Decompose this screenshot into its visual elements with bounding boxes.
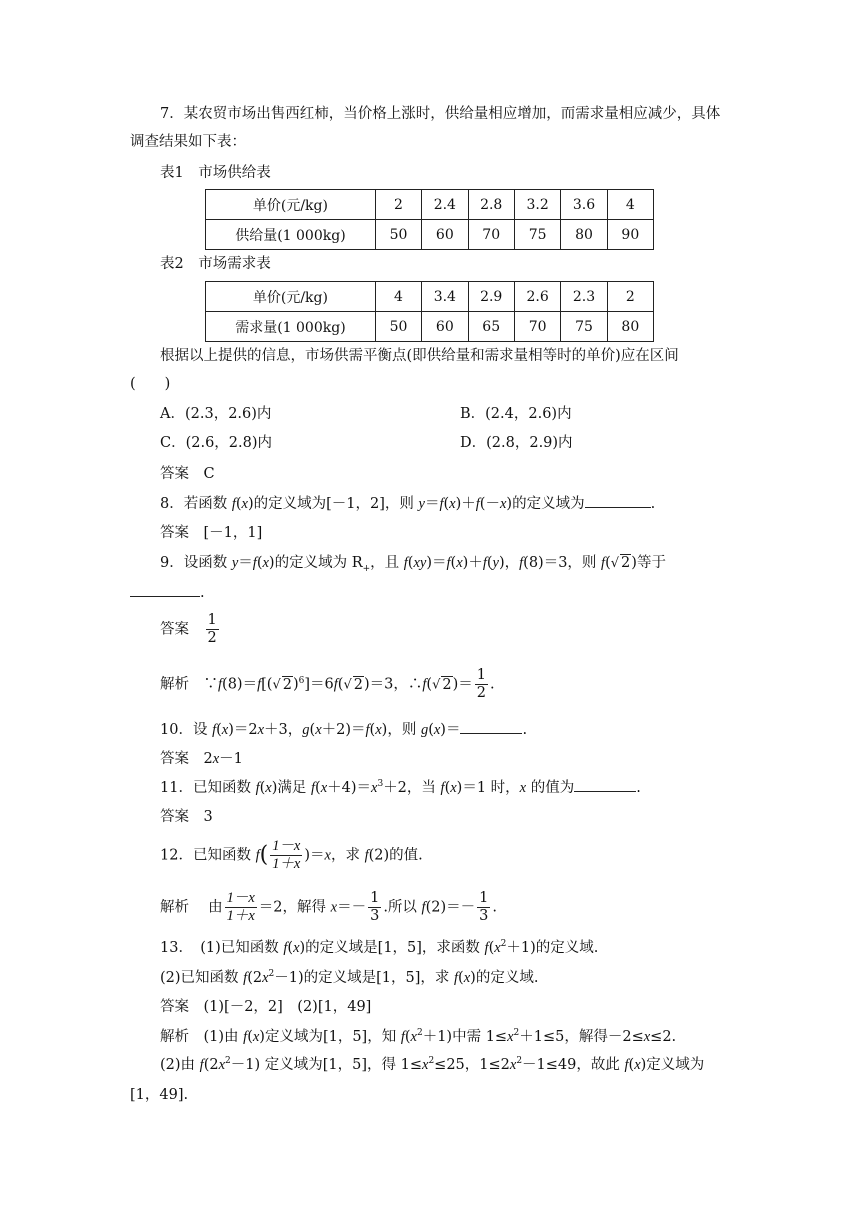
text-run: ( (216, 722, 222, 738)
q13-analysis-line1 (160, 1027, 676, 1049)
text-run: f (519, 555, 524, 571)
text-run: f (422, 676, 427, 693)
q12-analysis (160, 890, 497, 925)
text-run: 1＋x (226, 908, 255, 924)
text-run: ∵ (203, 676, 218, 693)
text-run: ( (369, 722, 376, 738)
text-run: f (310, 780, 316, 796)
text-run: f (218, 676, 223, 693)
answer-blank (460, 719, 522, 734)
text-run: x (456, 555, 463, 571)
text-run: )定义域为[1，5]，知 (259, 1029, 401, 1045)
text-run: )＋ (455, 496, 476, 512)
text-run: 2 (513, 1028, 520, 1038)
table-cell: 80 (607, 312, 653, 342)
table-cell: 3.6 (561, 190, 607, 220)
q10-stem (160, 719, 527, 740)
table-cell: 70 (468, 220, 514, 250)
table-cell: 80 (561, 220, 607, 250)
q13-analysis-line2 (160, 1055, 704, 1077)
answer-label: 答案 (160, 809, 189, 825)
text-run: )＝1 时， (456, 780, 520, 796)
text-run: ＋3， (264, 722, 303, 738)
answer-blank (585, 493, 651, 508)
text-run: ＋1≤5，解得－2≤ (519, 1029, 644, 1045)
text-run: )＝ (452, 676, 473, 693)
text-run: ) (292, 676, 299, 693)
q7-stem-line1: 7．某农贸市场出售西红柿，当价格上涨时，供给量相应增加，而需求量相应减少，具体 (160, 106, 721, 122)
answer-blank (130, 582, 200, 597)
text-run: 10．设 (160, 722, 213, 738)
text-run: x (262, 555, 269, 571)
table-cell: 2.4 (422, 190, 468, 220)
text-run: (－ (479, 496, 500, 512)
text-run: ＝－ (337, 899, 367, 916)
text-run: ( (628, 1057, 635, 1073)
text-run: g (420, 722, 429, 738)
table-cell: 70 (514, 312, 560, 342)
text-run: x (494, 940, 501, 956)
table-cell: 4 (607, 190, 653, 220)
q11-answer (160, 807, 213, 827)
q13-line1 (160, 938, 598, 960)
text-run: ( (486, 555, 493, 571)
q11-stem (160, 777, 641, 800)
text-run: ＋4)＝ (327, 780, 372, 796)
text-run: f (283, 940, 288, 956)
answer-label: 答案 (160, 525, 189, 541)
table-cell: 4 (375, 282, 421, 312)
text-run: (8)＝3，则 (523, 555, 602, 571)
answer-label: 答案 (160, 621, 189, 638)
q9-stem: 9．设函数 y＝f(x)的定义域为 $R_+$，且 f(xy)＝f(x)＋f(y)，f(8)＝3，则 f(√ 2)等于 (160, 555, 666, 574)
text-run: 2 (416, 1028, 423, 1038)
text-run: ( (488, 940, 495, 956)
table-cell: 90 (607, 220, 653, 250)
text-run: 6 (298, 675, 305, 686)
text-run: f (403, 555, 408, 571)
text-run: (2 (247, 970, 263, 986)
text-run: (2)已知函数 (160, 970, 244, 986)
table-row-header: 单价(元/kg) (206, 282, 376, 312)
answer-blank (574, 777, 636, 792)
text-run: )等于 (631, 555, 666, 571)
answer-label: 答案 (160, 999, 189, 1015)
text-run: . (490, 676, 495, 693)
text-run: f (421, 899, 426, 916)
text-run: x (507, 1029, 514, 1045)
text-run: )的定义域为 R (268, 555, 363, 571)
text-run: 13． (1)已知函数 (160, 940, 284, 956)
answer-label: 答案 (160, 466, 189, 482)
text-run: 2 (500, 939, 507, 949)
table-cell: 2 (375, 190, 421, 220)
text-run: f (212, 722, 217, 738)
table-cell: 50 (375, 220, 421, 250)
text-run: 1－x (226, 890, 255, 906)
analysis-label: 解析 (160, 899, 189, 916)
q7-option-b: B．(2.4，2.6)内 (460, 406, 572, 422)
q7-option-d: D．(2.8，2.9)内 (460, 435, 573, 451)
table-cell: 75 (561, 312, 607, 342)
q12-stem (160, 838, 423, 873)
table-cell: 3.2 (514, 190, 560, 220)
answer-value: C (203, 466, 215, 482)
q7-option-a: A．(2.3，2.6)内 (160, 406, 272, 422)
answer-value: 3 (203, 809, 213, 825)
table-row (206, 312, 654, 342)
text-run: . (200, 585, 205, 601)
text-run: (8)＝ (222, 676, 258, 693)
text-run: )， (498, 555, 520, 571)
text-run: ( (407, 555, 414, 571)
text-run: ( (458, 970, 464, 986)
text-run: ＋1)中需 1≤ (422, 1029, 508, 1045)
text-run: x (499, 496, 507, 512)
text-run: g (302, 722, 310, 738)
q10-answer (160, 749, 243, 769)
table-cell: 3.4 (422, 282, 468, 312)
text-run: f (440, 780, 445, 796)
text-run: y (231, 555, 239, 571)
q9-answer (160, 612, 221, 647)
text-run: ( (428, 722, 434, 738)
text-run: )＝3，∴ (364, 676, 423, 693)
text-run: ＝2，解得 (258, 899, 331, 916)
text-run: (2)由 (160, 1057, 200, 1073)
text-run: (2 (203, 1057, 219, 1073)
table-cell: 50 (375, 312, 421, 342)
text-run: ( (315, 780, 321, 796)
text-run: 2 (476, 685, 487, 701)
text-run: )的定义域为[－1，2]，则 (247, 496, 419, 512)
table-row (206, 220, 654, 250)
text-run: f (446, 555, 451, 571)
q7-question-line2: ( ) (130, 376, 171, 392)
text-run: .所以 (383, 899, 422, 916)
text-run: －1)的定义域是[1，5]，求 (274, 970, 455, 986)
text-run: ，求 (330, 847, 365, 864)
text-run: x (218, 1057, 226, 1073)
text-run: 由 (208, 899, 223, 916)
text-run: x (212, 751, 220, 767)
q7-stem-line2: 调查结果如下表： (130, 134, 246, 150)
text-run: f (482, 555, 487, 571)
text-run: 9．设函数 (160, 555, 232, 571)
text-run: 12．已知函数 (160, 847, 256, 864)
text-run: )定义域为 (640, 1057, 705, 1073)
text-run: ＋1)的定义域. (506, 940, 599, 956)
text-run: ( (259, 842, 269, 868)
answer-value: (1)[－2，2] (2)[1，49] (203, 999, 372, 1015)
text-run: f (199, 1057, 204, 1073)
text-run: －1 (219, 751, 243, 767)
analysis-label: 解析 (160, 676, 189, 693)
text-run: 2 (353, 676, 363, 693)
text-run: 2 (203, 751, 213, 767)
text-run: ( (287, 940, 294, 956)
text-run: x (221, 722, 229, 738)
table-cell: 2.6 (514, 282, 560, 312)
text-run: f (475, 496, 480, 512)
text-run: 2 (428, 1056, 435, 1066)
text-run: 1 (476, 667, 487, 683)
text-run: x (450, 780, 457, 796)
text-run: )的定义域是[1，5]，求函数 (299, 940, 485, 956)
q13-line2 (160, 968, 538, 990)
text-run: 1 (479, 890, 489, 906)
text-run: ＝ (238, 555, 253, 571)
q9-line2 (130, 582, 205, 603)
text-run: x (252, 1029, 260, 1045)
text-run: ( (404, 1029, 411, 1045)
text-run: . (636, 780, 641, 796)
text-run: x (643, 1029, 651, 1045)
table-cell: 60 (422, 220, 468, 250)
analysis-label: 解析 (160, 1029, 189, 1045)
text-run: ＝ (424, 496, 440, 512)
text-run: f (601, 555, 606, 571)
text-run: xy (413, 555, 427, 571)
text-run: ( (309, 722, 316, 738)
text-run: )＝ (440, 722, 461, 738)
text-run: (2)＝－ (425, 899, 476, 916)
text-run: f (400, 1029, 405, 1045)
text-run: ]＝6 (304, 676, 334, 693)
q7-table1-caption: 表1 市场供给表 (160, 165, 271, 181)
table-row (206, 190, 654, 220)
text-run: x (293, 940, 300, 956)
text-run: 1 (207, 612, 217, 628)
text-run: 2 (621, 555, 631, 571)
text-run: x (315, 722, 322, 738)
text-run: ( (426, 676, 433, 693)
text-run: )＝ (304, 847, 325, 864)
text-run: . (522, 722, 528, 738)
text-run: f (243, 970, 248, 986)
text-run: x (519, 780, 527, 796)
text-run: )的定义域. (470, 970, 539, 986)
text-run: x (262, 970, 269, 986)
q9-analysis: 解析 ∵f(8)＝f[(√ 2)$^6$]＝6f(√ 2)＝3，∴f(√ 2)＝ $\frac{1}{2}$ . (160, 667, 495, 701)
text-run: )，则 (381, 722, 421, 738)
supply-table (205, 189, 654, 250)
text-run: f (333, 676, 338, 693)
q13-analysis-line3: [1，49]. (130, 1087, 189, 1103)
table-cell: 2.8 (468, 190, 514, 220)
text-run: x (265, 780, 272, 796)
text-run: )满足 (271, 780, 311, 796)
answer-fraction (206, 612, 219, 647)
text-run: 2 (207, 630, 217, 646)
answer-label: 答案 (160, 751, 189, 767)
text-run: ( (444, 780, 451, 796)
text-run: x (371, 780, 378, 796)
text-run: x (449, 496, 456, 512)
table-row-header: 需求量(1 000kg) (206, 312, 376, 342)
text-run: f (439, 496, 444, 512)
text-run: )＝ (426, 555, 447, 571)
text-run: f (252, 555, 257, 571)
text-run: 3 (479, 908, 489, 924)
text-run: ( (450, 555, 457, 571)
text-run: x (634, 1057, 641, 1073)
text-run: y (418, 496, 425, 512)
text-run: )＝2 (228, 722, 258, 738)
table-cell: 2.3 (561, 282, 607, 312)
text-run: y (492, 555, 499, 571)
text-run: 1－x (272, 838, 301, 854)
text-run: f (364, 847, 369, 864)
text-run: 3 (370, 908, 380, 924)
text-run: x (241, 496, 248, 512)
text-run: + (362, 564, 371, 574)
text-run: 2 (516, 1056, 523, 1066)
text-run: 2 (225, 1056, 231, 1066)
text-run: f (231, 496, 236, 512)
text-run: f (255, 847, 260, 864)
text-run: x (324, 847, 331, 864)
text-run: 2 (282, 676, 292, 693)
table-cell: 75 (514, 220, 560, 250)
text-run: f (484, 940, 489, 956)
text-run: ( (256, 555, 263, 571)
text-run: 2 (268, 969, 275, 979)
text-run: x (257, 722, 265, 738)
q7-answer (160, 464, 215, 484)
table-cell: 2 (607, 282, 653, 312)
answer-value: [－1，1] (203, 525, 263, 541)
q13-answer (160, 997, 371, 1017)
text-run: ＋2)＝ (321, 722, 366, 738)
q7-option-c: C．(2.6，2.8)内 (160, 435, 273, 451)
text-run: 8．若函数 (160, 496, 232, 512)
text-run: ＋2，当 (383, 780, 441, 796)
q7-question-line1: 根据以上提供的信息，市场供需平衡点(即供给量和需求量相等时的单价)应在区间 (160, 348, 679, 364)
text-run: x (422, 1057, 429, 1073)
text-run: ( (605, 555, 611, 571)
text-run: )的定义域为 (506, 496, 585, 512)
text-run: 1 (370, 890, 380, 906)
text-run: x (509, 1057, 517, 1073)
text-run: [( (261, 676, 273, 693)
text-run: (2)的值. (368, 847, 423, 864)
table-cell: 65 (468, 312, 514, 342)
text-run: 的值为 (526, 780, 575, 796)
q7-table2-caption: 表2 市场需求表 (160, 256, 271, 272)
text-run: 2 (442, 676, 452, 693)
text-run: f (454, 970, 459, 986)
text-run: x (320, 780, 328, 796)
table-row-header: 供给量(1 000kg) (206, 220, 376, 250)
text-run: f (624, 1057, 629, 1073)
text-run: －1) 定义域为[1，5]，得 1≤ (230, 1057, 422, 1073)
text-run: f (257, 676, 262, 693)
text-run: x (463, 970, 471, 986)
text-run: ，且 (370, 555, 404, 571)
table-cell: 60 (422, 312, 468, 342)
text-run: f (365, 722, 370, 738)
text-run: x (433, 722, 441, 738)
text-run: ( (337, 676, 344, 693)
text-run: ( (247, 1029, 253, 1045)
table-row-header: 单价(元/kg) (206, 190, 376, 220)
text-run: 11．已知函数 (160, 780, 256, 796)
text-run: －1≤49，故此 (522, 1057, 625, 1073)
text-run: )＋ (462, 555, 483, 571)
text-run: (1)由 (203, 1029, 244, 1045)
text-run: 3 (377, 779, 384, 789)
text-run: 1＋x (272, 856, 301, 872)
text-run: . (492, 899, 497, 916)
q8-answer (160, 523, 262, 543)
text-run: ( (443, 496, 450, 512)
text-run: f (243, 1029, 248, 1045)
text-run: x (410, 1029, 417, 1045)
text-run: x (375, 722, 382, 738)
text-run: x (330, 899, 338, 916)
demand-table (205, 281, 654, 342)
q8-stem (160, 493, 655, 514)
table-row (206, 282, 654, 312)
text-run: f (255, 780, 260, 796)
text-run: ( (235, 496, 242, 512)
text-run: ≤2. (650, 1029, 677, 1045)
text-run: ≤25，1≤2 (434, 1057, 510, 1073)
text-run: . (650, 496, 656, 512)
table-cell: 2.9 (468, 282, 514, 312)
text-run: ( (259, 780, 266, 796)
